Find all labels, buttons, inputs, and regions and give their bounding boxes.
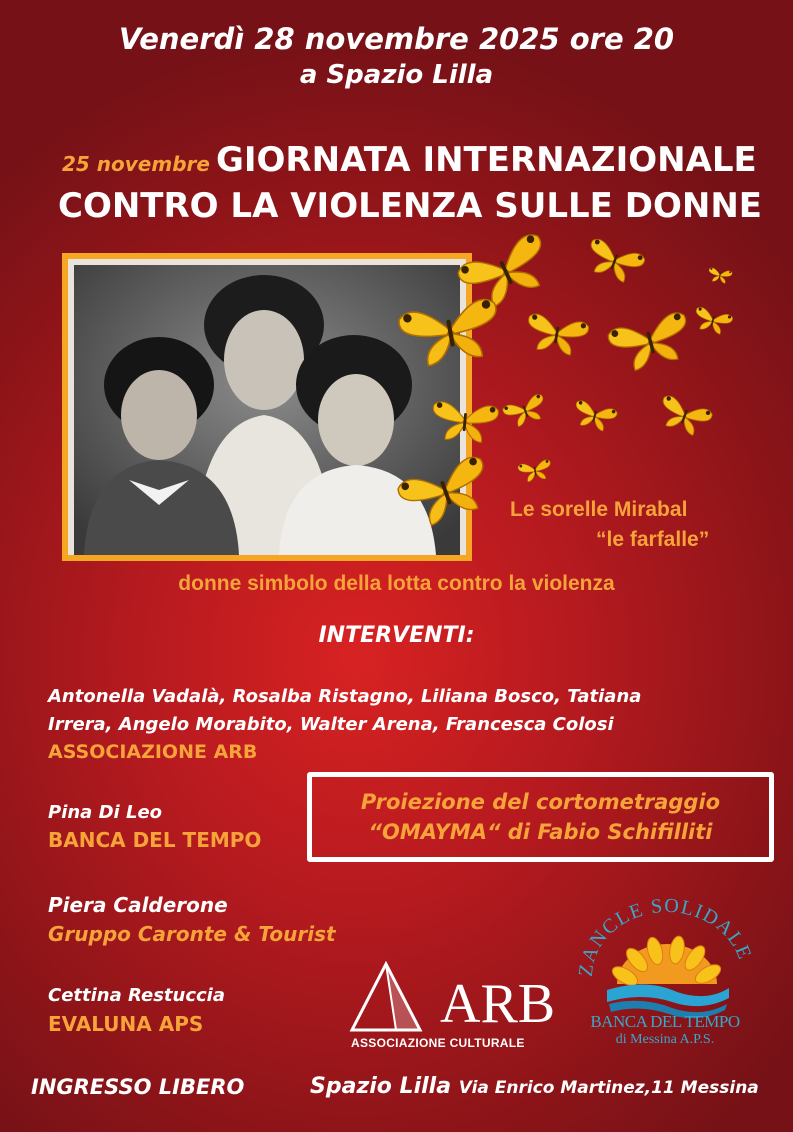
org-caronte: Gruppo Caronte & Tourist	[48, 922, 336, 946]
speakers-arb-line-1: Antonella Vadalà, Rosalba Ristagno, Liliana Bosco, Tatiana	[48, 686, 642, 707]
org-evaluna: EVALUNA APS	[48, 1012, 204, 1036]
arb-logo-caption: ASSOCIAZIONE CULTURALE	[351, 1036, 525, 1050]
photo-caption-line-2: “le farfalle”	[596, 528, 710, 551]
free-entry-label: INGRESSO LIBERO	[31, 1075, 245, 1099]
zancle-logo-sub: di Messina A.P.S.	[615, 1032, 715, 1047]
org-banca-del-tempo: BANCA DEL TEMPO	[48, 828, 262, 852]
projection-line-1: Proiezione del cortometraggio	[360, 790, 721, 814]
symbol-line: donne simbolo della lotta contro la violenza	[178, 572, 615, 595]
speakers-arb-line-2: Irrera, Angelo Morabito, Walter Arena, Francesca Colosi	[48, 714, 614, 735]
title-date-prefix: 25 novembre	[62, 152, 210, 176]
title-line-1	[62, 140, 757, 180]
speaker-piera: Piera Calderone	[48, 893, 228, 917]
photo-caption-line-1: Le sorelle Mirabal	[510, 498, 688, 521]
projection-box	[307, 772, 774, 862]
butterflies-illustration	[395, 215, 755, 535]
title-line-2: CONTRO LA VIOLENZA SULLE DONNE	[58, 186, 763, 226]
venue-name: Spazio Lilla	[310, 1074, 452, 1099]
org-arb: ASSOCIAZIONE ARB	[48, 741, 258, 763]
event-date: Venerdì 28 novembre 2025 ore 20	[118, 22, 675, 56]
venue-address	[310, 1074, 759, 1099]
projection-line-2: “OMAYMA“ di Fabio Schifilliti	[368, 820, 713, 844]
venue-street: Via Enrico Martinez,11 Messina	[458, 1078, 759, 1098]
speakers-arb	[48, 683, 748, 739]
zancle-logo-name: BANCA DEL TEMPO	[590, 1012, 740, 1031]
title-line-1-text: GIORNATA INTERNAZIONALE	[215, 140, 757, 180]
speaker-cettina: Cettina Restuccia	[48, 985, 225, 1006]
svg-text:ARB: ARB	[440, 973, 556, 1035]
event-place: a Spazio Lilla	[299, 60, 494, 90]
zancle-arc-text: ZANCLE SOLIDALE	[574, 894, 756, 978]
speaker-pina: Pina Di Leo	[48, 802, 163, 823]
interventi-heading: INTERVENTI:	[318, 623, 475, 648]
